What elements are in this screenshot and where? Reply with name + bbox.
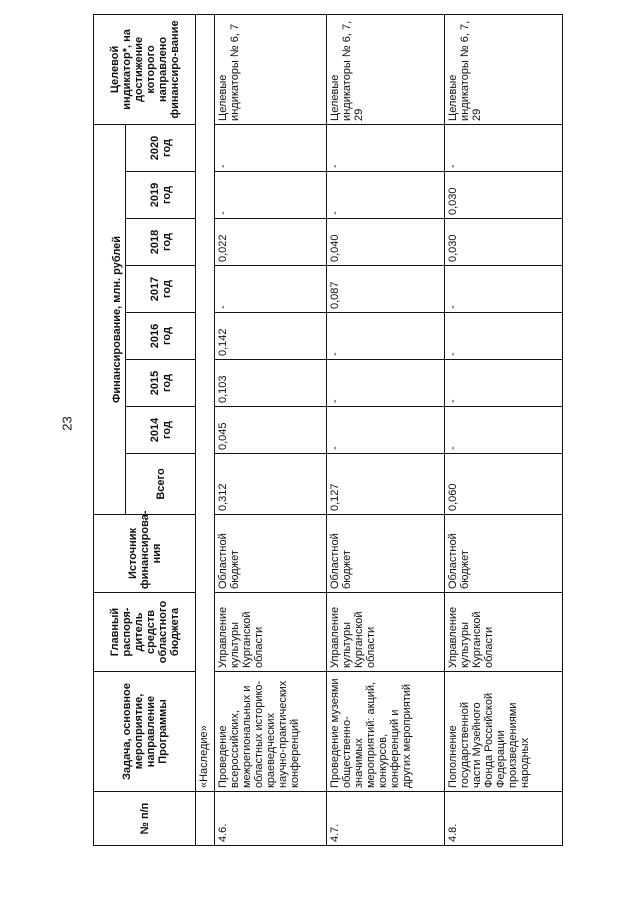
header-financing: Финансирование, млн. рублей <box>94 124 126 514</box>
row-2015: 0,103 <box>215 360 327 407</box>
header-year-2020: 2020 год <box>126 124 196 171</box>
row-2016: - <box>327 313 445 360</box>
row-manager: Управление культуры Курганской области <box>327 593 445 672</box>
row-2019: - <box>215 172 327 219</box>
page-number: 23 <box>59 416 75 431</box>
row-indicator: Целевые индикаторы № 6, 7 <box>215 14 327 124</box>
row-2020: - <box>327 124 445 171</box>
row-num: 4.7. <box>327 792 445 846</box>
header-total: Всего <box>126 454 196 515</box>
header-task: Задача, основное мероприятие, направление Программы <box>94 672 196 792</box>
row-source: Областной бюджет <box>445 515 563 593</box>
section-title: «Наследие» <box>196 14 215 791</box>
section-stub <box>196 792 215 846</box>
row-2014: 0,045 <box>215 407 327 454</box>
header-year-2018: 2018 год <box>126 219 196 266</box>
row-2016: 0,142 <box>215 313 327 360</box>
header-manager: Главный распоря-дитель средств областного бюджета <box>94 593 196 672</box>
section-row <box>196 14 215 845</box>
header-year-2014: 2014 год <box>126 407 196 454</box>
header-source: Источник финансирова-ния <box>94 515 196 593</box>
row-2020: - <box>215 124 327 171</box>
row-manager: Управление культуры Курганской области <box>445 593 563 672</box>
row-task: Проведение всероссийских, межрегиональных и областных историко-краеведческих научно-практических конференций <box>215 672 327 792</box>
row-total: 0,060 <box>445 454 563 515</box>
row-2019: - <box>327 172 445 219</box>
table-row <box>215 14 327 845</box>
header-year-2016: 2016 год <box>126 313 196 360</box>
header-row-1 <box>94 14 126 845</box>
row-2015: - <box>445 360 563 407</box>
row-total: 0,312 <box>215 454 327 515</box>
row-task: Пополнение государственной части Музейного Фонда Российской Федерации произведениями народных <box>445 672 563 792</box>
row-2018: 0,022 <box>215 219 327 266</box>
header-indicator: Целевой индикатор*, на достижение которого направлено финансиро-вание <box>94 14 196 124</box>
row-2015: - <box>327 360 445 407</box>
row-task: Проведение музеями общественно-значимых мероприятий: акций, конкурсов, конференций и других мероприятий <box>327 672 445 792</box>
row-2016: - <box>445 313 563 360</box>
header-year-2015: 2015 год <box>126 360 196 407</box>
row-manager: Управление культуры Курганской области <box>215 593 327 672</box>
row-indicator: Целевые индикаторы № 6, 7, 29 <box>445 14 563 124</box>
row-2017: 0,087 <box>327 266 445 313</box>
header-year-2019: 2019 год <box>126 172 196 219</box>
row-2017: - <box>215 266 327 313</box>
row-total: 0,127 <box>327 454 445 515</box>
row-2020: - <box>445 124 563 171</box>
row-num: 4.6. <box>215 792 327 846</box>
financing-table <box>93 14 563 846</box>
header-num: № п/п <box>94 792 196 846</box>
row-source: Областной бюджет <box>327 515 445 593</box>
table-row <box>445 14 563 845</box>
row-source: Областной бюджет <box>215 515 327 593</box>
rotated-table-container <box>93 15 563 846</box>
row-2018: 0,030 <box>445 219 563 266</box>
row-2014: - <box>445 407 563 454</box>
row-2014: - <box>327 407 445 454</box>
row-2019: 0,030 <box>445 172 563 219</box>
table-row <box>327 14 445 845</box>
row-2017: - <box>445 266 563 313</box>
header-year-2017: 2017 год <box>126 266 196 313</box>
row-2018: 0,040 <box>327 219 445 266</box>
row-indicator: Целевые индикаторы № 6, 7, 29 <box>327 14 445 124</box>
row-num: 4.8. <box>445 792 563 846</box>
